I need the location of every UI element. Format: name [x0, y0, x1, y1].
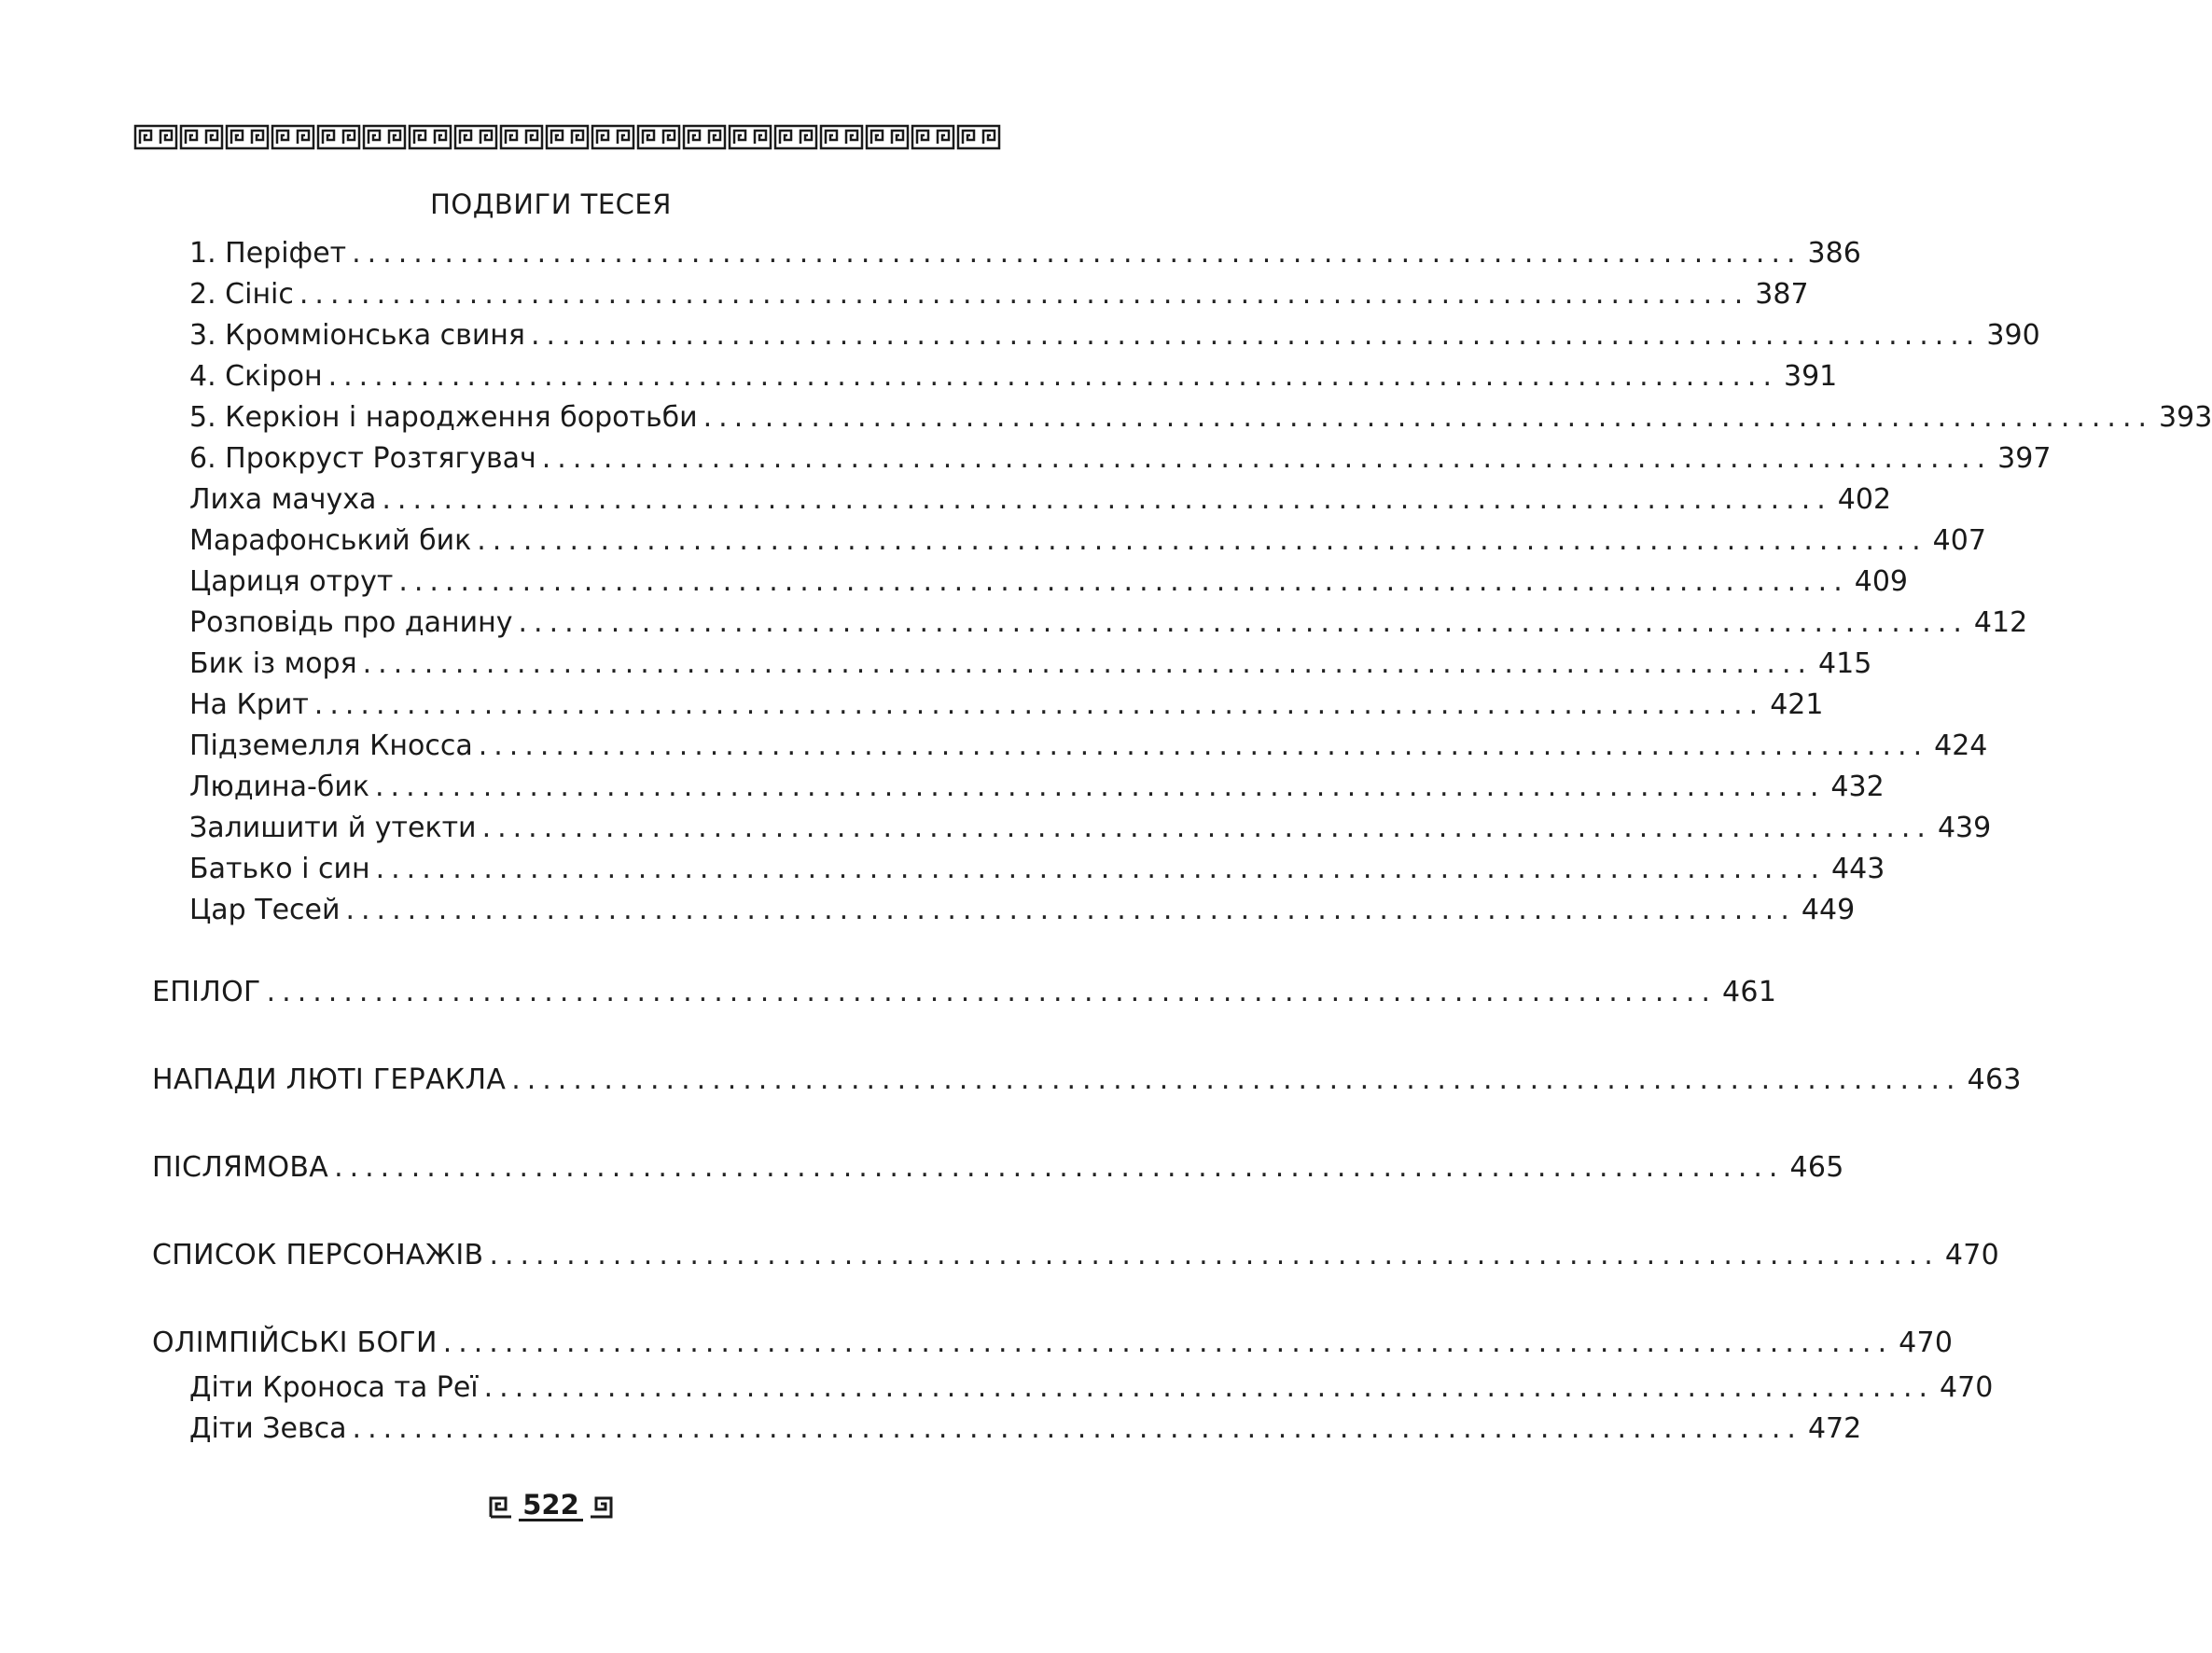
toc-entry-page: 415: [1818, 647, 1872, 680]
toc-main-entry[interactable]: [152, 1325, 1954, 1362]
toc-entry[interactable]: [189, 851, 1885, 888]
toc-entry-page: 387: [1755, 278, 1809, 311]
toc-main-entry[interactable]: [152, 1062, 2022, 1099]
toc-entry-page: 463: [1967, 1063, 2022, 1096]
toc-entry-title: СПИСОК ПЕРСОНАЖІВ: [152, 1239, 484, 1271]
toc-leader-dots: ..............................................................................................: [352, 237, 1802, 270]
toc-leader-dots: ..............................................................................................: [345, 894, 1796, 926]
toc-entry-title: Цариця отрут: [189, 565, 394, 598]
toc-entry-title: Батько і син: [189, 853, 370, 885]
toc-entry-title: ПІСЛЯМОВА: [152, 1151, 329, 1184]
toc-entry-page: 439: [1937, 812, 1992, 844]
toc-entry[interactable]: [189, 317, 2040, 354]
toc-entry-page: 449: [1801, 894, 1856, 926]
toc-leader-dots: ..............................................................................................: [481, 812, 1932, 844]
toc-leader-dots: ..............................................................................................: [478, 729, 1929, 762]
toc-leader-dots: ..............................................................................................: [483, 1371, 1935, 1404]
toc-entry-title: 2. Сініс: [189, 278, 294, 311]
toc-leader-dots: ..............................................................................................: [375, 853, 1827, 885]
greek-key-icon: [589, 1494, 613, 1519]
toc-entry-page: 432: [1830, 771, 1885, 803]
greek-key-border-icon: [134, 125, 1006, 149]
toc-entry-page: 402: [1837, 483, 1892, 516]
toc-entry[interactable]: [189, 440, 2052, 478]
toc-entry-title: Марафонський бик: [189, 524, 472, 557]
toc-entry-title: 1. Періфет: [189, 237, 347, 270]
toc-leader-dots: ..............................................................................................: [541, 442, 1993, 475]
toc-entry[interactable]: [189, 892, 1856, 929]
toc-entry-page: 412: [1973, 606, 2028, 639]
toc-entry-page: 397: [1997, 442, 2052, 475]
toc-entry[interactable]: [189, 1369, 1994, 1407]
toc-entry[interactable]: [189, 481, 1892, 519]
toc-entry-title: Цар Тесей: [189, 894, 341, 926]
toc-entry-page: 470: [1944, 1239, 2000, 1271]
toc-leader-dots: ..............................................................................................: [334, 1151, 1785, 1184]
page-footer: [0, 1491, 1102, 1521]
greek-key-icon: [489, 1494, 513, 1519]
toc-entry[interactable]: [189, 563, 1908, 601]
toc-entry[interactable]: [189, 769, 1885, 806]
toc-entry[interactable]: [189, 276, 1809, 313]
toc-entry-page: 472: [1807, 1412, 1862, 1445]
toc-entry-page: 407: [1932, 524, 1986, 557]
toc-leader-dots: ..............................................................................................: [382, 483, 1832, 516]
toc-entry-title: Бик із моря: [189, 647, 357, 680]
toc-entry[interactable]: [189, 358, 1838, 396]
toc-entry-page: 470: [1940, 1371, 1994, 1404]
toc-entry[interactable]: [189, 399, 2212, 437]
toc-leader-dots: ..............................................................................................: [327, 360, 1778, 393]
toc-entry-page: 421: [1770, 688, 1824, 721]
toc-entry-title: 5. Керкіон і народження боротьби: [189, 401, 698, 434]
toc-entry-page: 393: [2159, 401, 2212, 434]
toc-entry[interactable]: [189, 687, 1824, 724]
toc-entry-title: На Крит: [189, 688, 309, 721]
toc-leader-dots: ..............................................................................................: [313, 688, 1765, 721]
toc-leader-dots: ..............................................................................................: [398, 565, 1849, 598]
page-number: 522: [519, 1491, 583, 1521]
toc-entry-page: 386: [1807, 237, 1861, 270]
toc-entry[interactable]: [189, 235, 1861, 272]
toc-entry-title: Діти Зевса: [189, 1412, 347, 1445]
toc-entry-title: Діти Кроноса та Реї: [189, 1371, 479, 1404]
toc-main-entry[interactable]: [152, 1149, 1844, 1187]
toc-leader-dots: ..............................................................................................: [477, 524, 1927, 557]
toc-entry-title: 3. Кромміонська свиня: [189, 319, 525, 352]
toc-main-entry[interactable]: [152, 974, 1777, 1011]
toc-entry[interactable]: [189, 646, 1872, 683]
toc-entry[interactable]: [189, 1410, 1862, 1448]
toc-leader-dots: ..............................................................................................: [362, 647, 1814, 680]
toc-entry-page: 409: [1854, 565, 1908, 598]
toc-entry-title: ОЛІМПІЙСЬКІ БОГИ: [152, 1327, 438, 1359]
toc-entry-title: 4. Скірон: [189, 360, 323, 393]
toc-entry-title: Розповідь про данину: [189, 606, 513, 639]
toc-entry-title: Залишити й утекти: [189, 812, 477, 844]
toc-entry-page: 465: [1789, 1151, 1844, 1184]
toc-entry-page: 424: [1934, 729, 1988, 762]
toc-leader-dots: ..............................................................................................: [518, 606, 1969, 639]
toc-entry[interactable]: [189, 728, 1988, 765]
toc-entry-title: Лиха мачуха: [189, 483, 377, 516]
toc-leader-dots: ..............................................................................................: [489, 1239, 1940, 1271]
toc-entry-title: ЕПІЛОГ: [152, 976, 261, 1008]
toc-entry-page: 470: [1899, 1327, 1954, 1359]
toc-leader-dots: ..............................................................................................: [511, 1063, 1962, 1096]
toc-leader-dots: ..............................................................................................: [299, 278, 1750, 311]
toc-entry-title: Людина-бик: [189, 771, 369, 803]
toc-entry-title: НАПАДИ ЛЮТІ ГЕРАКЛА: [152, 1063, 507, 1096]
toc-entry-page: 443: [1831, 853, 1885, 885]
toc-leader-dots: ..............................................................................................: [703, 401, 2154, 434]
toc-entry-page: 391: [1783, 360, 1838, 393]
toc-entry-page: 461: [1722, 976, 1777, 1008]
toc-leader-dots: ..............................................................................................: [266, 976, 1718, 1008]
toc-main-entry[interactable]: [152, 1237, 2000, 1274]
toc-leader-dots: ..............................................................................................: [442, 1327, 1894, 1359]
toc-entry[interactable]: [189, 522, 1986, 560]
toc-leader-dots: ..............................................................................................: [352, 1412, 1802, 1445]
section-title: ПОДВИГИ ТЕСЕЯ: [430, 188, 672, 220]
toc-entry-page: 390: [1986, 319, 2040, 352]
toc-entry-title: 6. Прокруст Розтягувач: [189, 442, 536, 475]
toc-entry[interactable]: [189, 810, 1992, 847]
toc-entry[interactable]: [189, 604, 2028, 642]
toc-leader-dots: ..............................................................................................: [530, 319, 1982, 352]
toc-leader-dots: ..............................................................................................: [375, 771, 1826, 803]
toc-entry-title: Підземелля Кносса: [189, 729, 473, 762]
